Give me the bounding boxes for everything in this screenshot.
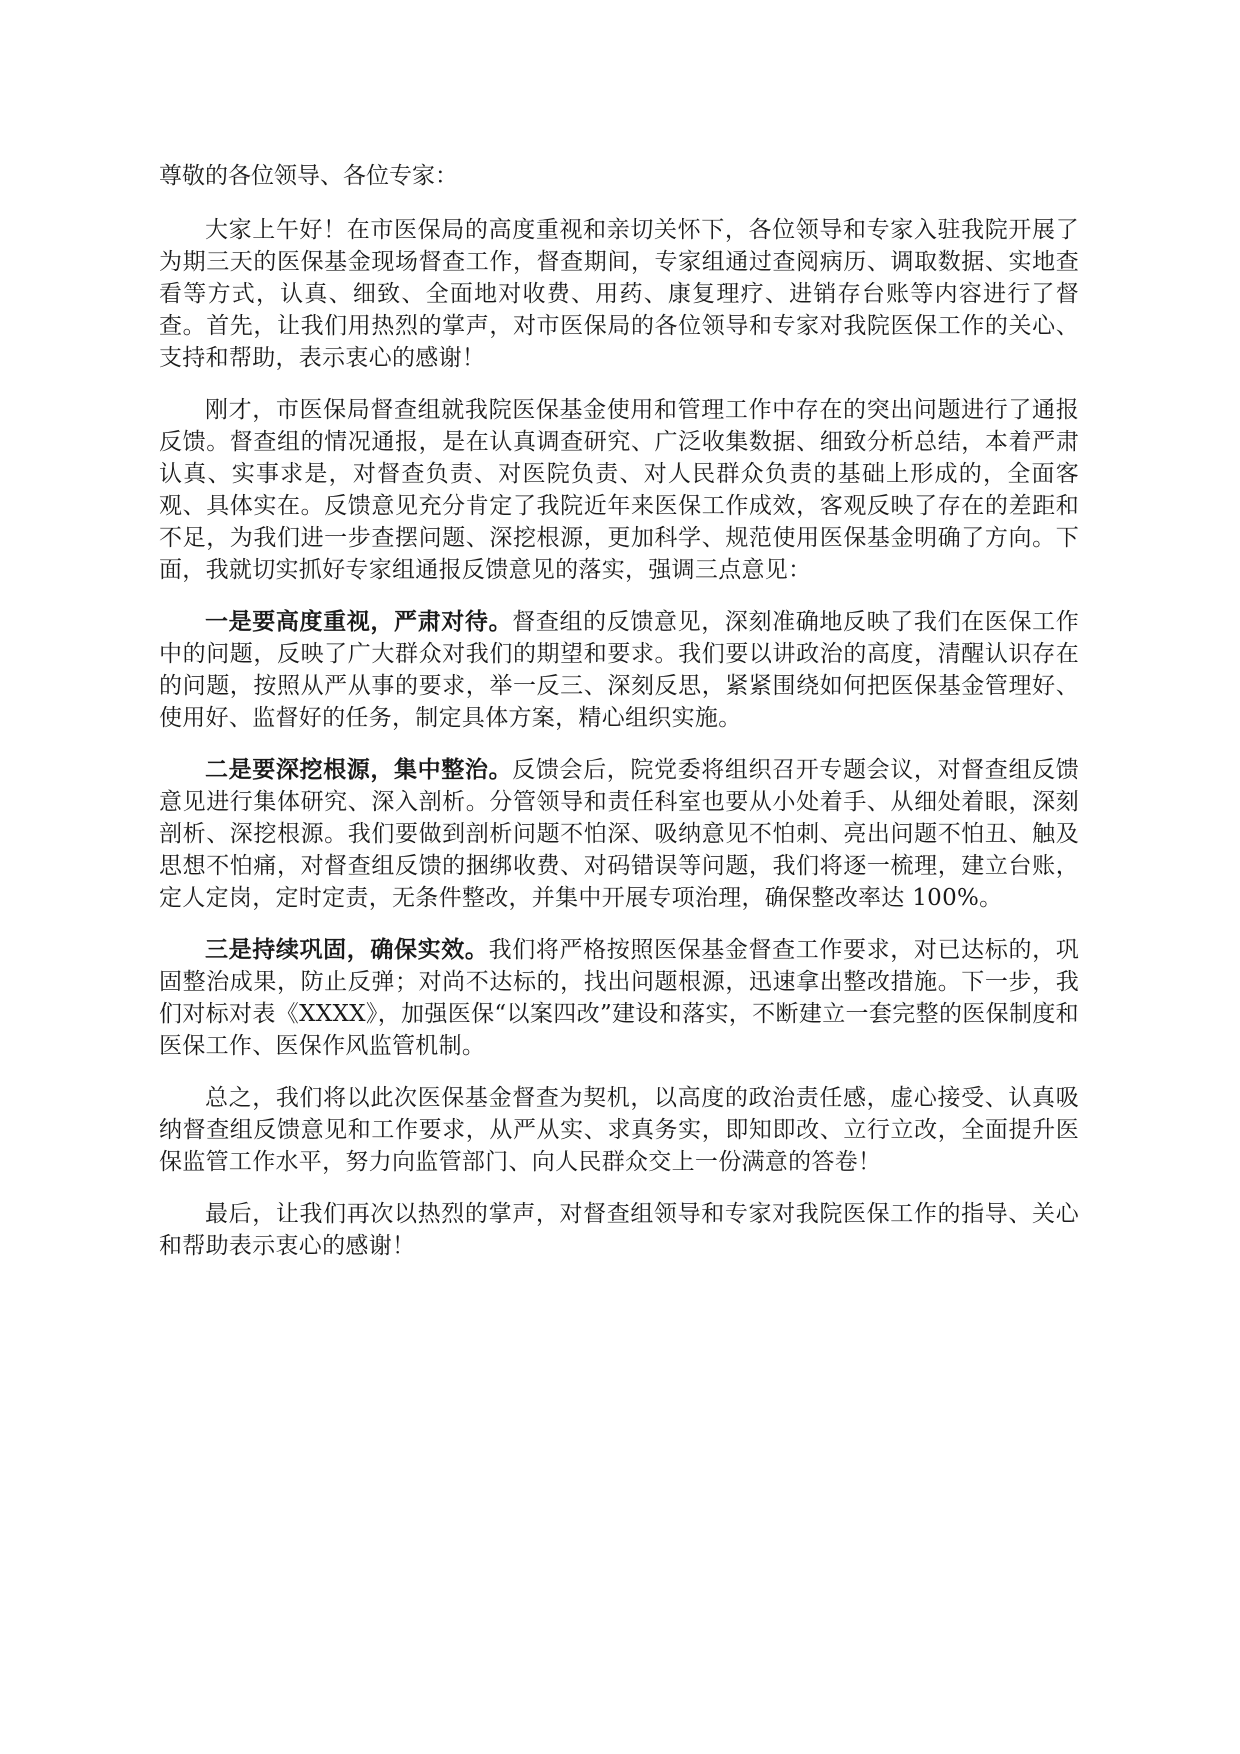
paragraph-lead: 一是要高度重视，严肃对待。 xyxy=(205,608,513,635)
document-page xyxy=(159,160,1079,1282)
paragraph-text: 督查组的反馈意见，深刻准确地反映了我们在医保工作中的问题，反映了广大群众对我们的期望和要求。我们要以讲政治的高度，清醒认识存在的问题，按照从严从事的要求，举一反三、深刻反思，紧紧围绕如何把医保基金管理好、使用好、监督好的任务，制定具体方案，精心组织实施。 xyxy=(159,609,1079,731)
paragraph-closing xyxy=(159,1198,1079,1262)
paragraph-lead: 二是要深挖根源，集中整治。 xyxy=(205,756,513,783)
paragraph-lead: 三是持续巩固，确保实效。 xyxy=(205,936,489,963)
paragraph-text: 总之，我们将以此次医保基金督查为契机，以高度的政治责任感，虚心接受、认真吸纳督查组反馈意见和工作要求，从严从实、求真务实，即知即改、立行立改，全面提升医保监管工作水平，努力向监管部门、向人民群众交上一份满意的答卷！ xyxy=(159,1085,1079,1175)
paragraph-point-two xyxy=(159,754,1079,914)
paragraph-feedback-summary xyxy=(159,394,1079,586)
paragraph-text: 刚才，市医保局督查组就我院医保基金使用和管理工作中存在的突出问题进行了通报反馈。督查组的情况通报，是在认真调查研究、广泛收集数据、细致分析总结，本着严肃认真、实事求是，对督查负责、对医院负责、对人民群众负责的基础上形成的，全面客观、具体实在。反馈意见充分肯定了我院近年来医保工作成效，客观反映了存在的差距和不足，为我们进一步查摆问题、深挖根源，更加科学、规范使用医保基金明确了方向。下面，我就切实抓好专家组通报反馈意见的落实，强调三点意见： xyxy=(159,397,1079,583)
paragraph-text: 反馈会后，院党委将组织召开专题会议，对督查组反馈意见进行集体研究、深入剖析。分管领导和责任科室也要从小处着手、从细处着眼，深刻剖析、深挖根源。我们要做到剖析问题不怕深、吸纳意见不怕刺、亮出问题不怕丑、触及思想不怕痛，对督查组反馈的捆绑收费、对码错误等问题，我们将逐一梳理，建立台账，定人定岗，定时定责，无条件整改，并集中开展专项治理，确保整改率达 100%。 xyxy=(159,757,1079,911)
paragraph-point-three xyxy=(159,934,1079,1062)
paragraph-text: 我们将严格按照医保基金督查工作要求，对已达标的，巩固整治成果，防止反弹；对尚不达标的，找出问题根源，迅速拿出整改措施。下一步，我们对标对表《XXXX》，加强医保“以案四改”建设和落实，不断建立一套完整的医保制度和医保工作、医保作风监管机制。 xyxy=(159,937,1080,1059)
paragraph-summary xyxy=(159,1082,1079,1178)
paragraph-point-one xyxy=(159,606,1079,734)
paragraph-text: 最后，让我们再次以热烈的掌声，对督查组领导和专家对我院医保工作的指导、关心和帮助表示衷心的感谢！ xyxy=(159,1201,1079,1259)
paragraph-text: 大家上午好！在市医保局的高度重视和亲切关怀下，各位领导和专家入驻我院开展了为期三天的医保基金现场督查工作，督查期间，专家组通过查阅病历、调取数据、实地查看等方式，认真、细致、全面地对收费、用药、康复理疗、进销存台账等内容进行了督查。首先，让我们用热烈的掌声，对市医保局的各位领导和专家对我院医保工作的关心、支持和帮助，表示衷心的感谢！ xyxy=(159,217,1079,371)
salutation: 尊敬的各位领导、各位专家： xyxy=(159,163,458,189)
paragraph-opening xyxy=(159,214,1079,374)
